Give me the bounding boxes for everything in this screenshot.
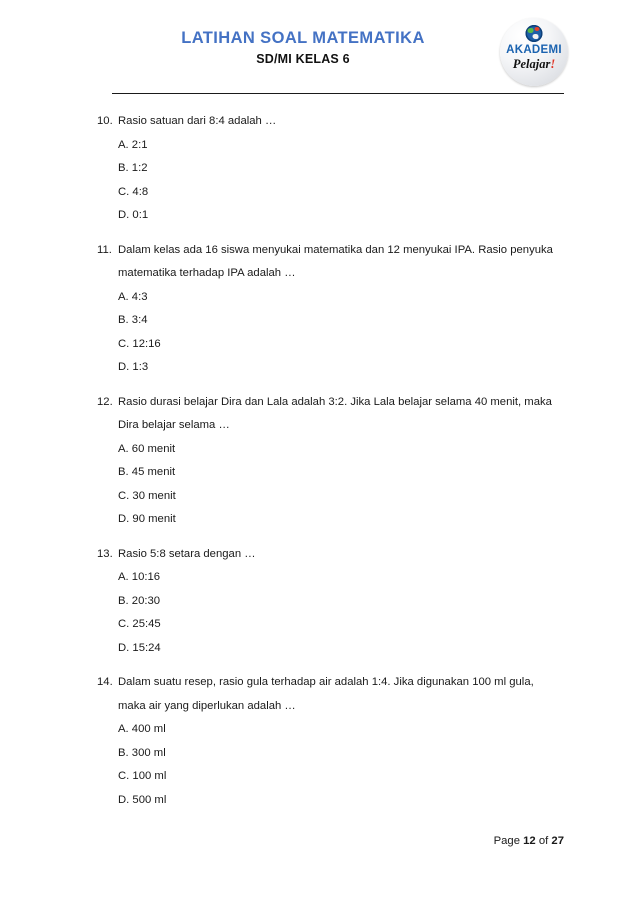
globe-icon: [526, 25, 543, 42]
option-a[interactable]: A. 4:3: [118, 290, 148, 303]
option-c[interactable]: C. 30 menit: [118, 489, 176, 502]
question-text: Rasio satuan dari 8:4 adalah …: [118, 115, 277, 127]
option-d[interactable]: D. 90 menit: [118, 513, 176, 525]
question-item: [97, 391, 563, 532]
option-d[interactable]: D. 15:24: [118, 641, 161, 654]
question-prompt: [97, 671, 563, 718]
question-item: [97, 110, 563, 228]
current-page-number: 12: [523, 835, 536, 847]
question-item: [97, 671, 563, 812]
question-prompt: [97, 110, 563, 134]
page-number-indicator: [494, 832, 564, 850]
option-list: [97, 438, 563, 532]
document-footer: [0, 832, 640, 854]
question-prompt: [97, 391, 563, 438]
option-c[interactable]: C. 12:16: [118, 337, 161, 350]
option-a[interactable]: A. 10:16: [118, 571, 161, 583]
question-prompt: [97, 239, 563, 286]
option-b[interactable]: B. 3:4: [118, 314, 148, 326]
question-number: 14.: [97, 676, 113, 688]
page-label: Page: [493, 835, 520, 847]
question-text: Dalam kelas ada 16 siswa menyukai matematika dan 12 menyukai IPA. Rasio penyuka matematika terhadap IPA adalah …: [118, 243, 553, 279]
of-label: of: [538, 835, 549, 847]
option-b[interactable]: B. 1:2: [118, 162, 148, 174]
question-number: 12.: [97, 395, 113, 408]
question-item: [97, 543, 563, 661]
option-c[interactable]: C. 25:45: [118, 618, 161, 630]
logo-brand-accent: !: [550, 57, 556, 71]
option-d[interactable]: D. 500 ml: [118, 793, 167, 806]
logo-brand-bottom: [500, 57, 568, 72]
option-list: [97, 566, 563, 660]
question-text: Dalam suatu resep, rasio gula terhadap air adalah 1:4. Jika digunakan 100 ml gula, maka air yang diperlukan adalah …: [118, 676, 534, 712]
questions-list: [97, 110, 563, 823]
option-d[interactable]: D. 1:3: [118, 361, 149, 373]
option-b[interactable]: B. 300 ml: [118, 746, 166, 759]
page-subtitle: SD/MI KELAS 6: [256, 52, 350, 66]
page-title: LATIHAN SOAL MATEMATIKA: [181, 29, 425, 47]
question-number: 11.: [97, 243, 112, 256]
option-b[interactable]: B. 20:30: [118, 594, 161, 607]
question-item: [97, 239, 563, 380]
header-divider: [112, 93, 564, 94]
option-a[interactable]: A. 60 menit: [118, 442, 176, 455]
option-list: [97, 718, 563, 812]
option-c[interactable]: C. 100 ml: [118, 770, 167, 782]
question-number: 10.: [97, 115, 113, 127]
document-header: [0, 0, 640, 96]
question-prompt: [97, 543, 563, 567]
question-text: Rasio durasi belajar Dira dan Lala adalah 3:2. Jika Lala belajar selama 40 menit, maka Dira belajar selama …: [118, 395, 552, 431]
option-list: [97, 286, 563, 380]
option-list: [97, 134, 563, 228]
option-b[interactable]: B. 45 menit: [118, 466, 176, 478]
header-title-group: [112, 28, 494, 68]
question-text: Rasio 5:8 setara dengan …: [118, 547, 256, 560]
option-a[interactable]: A. 2:1: [118, 138, 148, 151]
option-d[interactable]: D. 0:1: [118, 209, 149, 221]
logo-brand-bottom-text: Pelajar: [512, 57, 551, 71]
question-number: 13.: [97, 547, 113, 560]
akademi-pelajar-logo: [500, 18, 568, 86]
total-page-number: 27: [551, 835, 564, 847]
option-a[interactable]: A. 400 ml: [118, 723, 166, 735]
option-c[interactable]: C. 4:8: [118, 185, 149, 198]
logo-brand-top: AKADEMI: [506, 44, 562, 56]
